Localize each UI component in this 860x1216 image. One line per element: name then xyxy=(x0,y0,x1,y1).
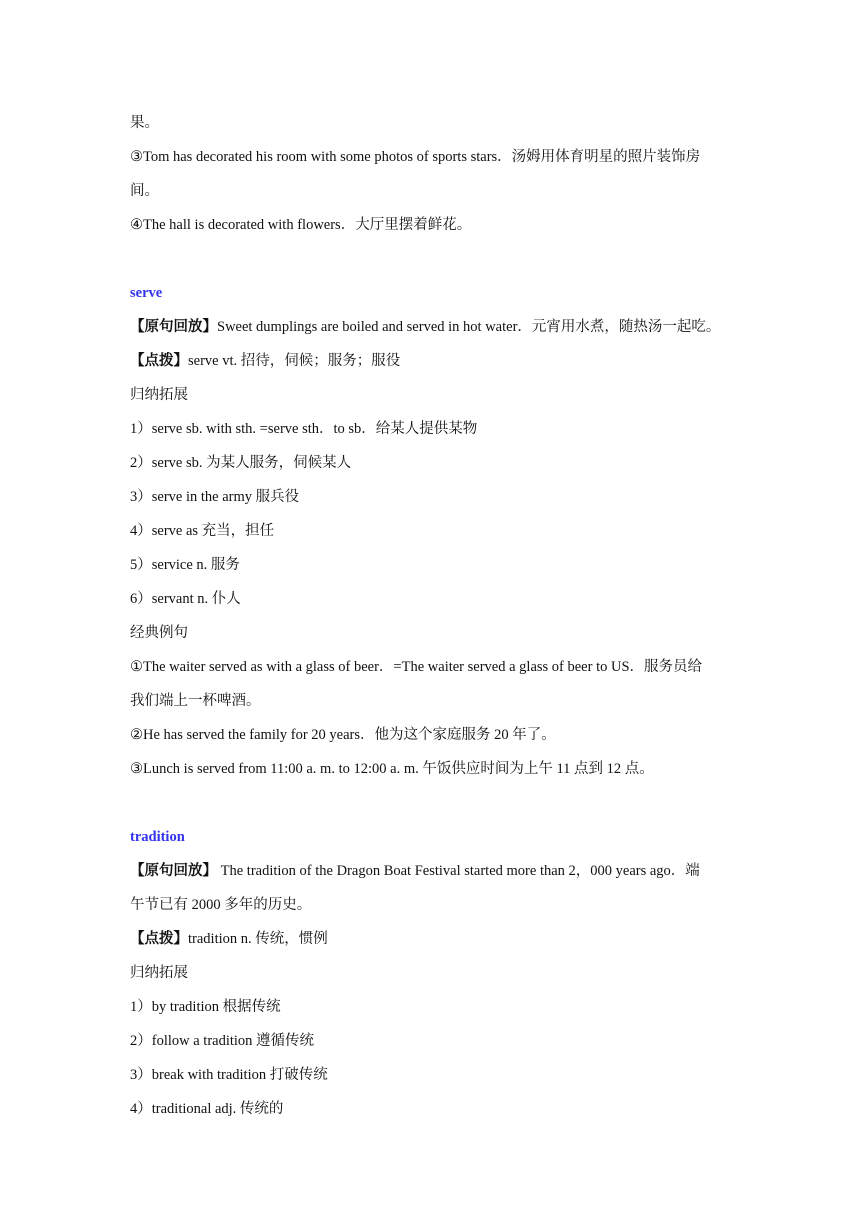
list-item: 2）follow a tradition 遵循传统 xyxy=(130,1033,315,1049)
text-line: 间。 xyxy=(130,183,159,199)
spacer xyxy=(130,786,740,820)
section-heading-serve: serve xyxy=(130,285,163,301)
document-page xyxy=(130,106,740,1126)
list-item: 2）serve sb. 为某人服务，伺候某人 xyxy=(130,455,352,471)
list-item: 6）servant n. 仆人 xyxy=(130,591,241,607)
example-sentence: 我们端上一杯啤酒。 xyxy=(130,693,261,709)
example-sentence: ③Tom has decorated his room with some photos of sports stars．汤姆用体育明星的照片装饰房 xyxy=(130,149,701,165)
section-heading-tradition: tradition xyxy=(130,829,185,845)
tip-line xyxy=(130,922,740,956)
summary-label: 归纳拓展 xyxy=(130,965,188,981)
tip-text: serve vt. 招待，伺候；服务；服役 xyxy=(188,353,401,369)
original-sentence xyxy=(130,854,740,888)
list-item: 3）serve in the army 服兵役 xyxy=(130,489,300,505)
original-tag: 【原句回放】 xyxy=(130,319,217,335)
examples-label: 经典例句 xyxy=(130,625,188,641)
example-sentence: ①The waiter served as with a glass of beer．=The waiter served a glass of beer to US．服务员给 xyxy=(130,659,703,675)
tip-tag: 【点拨】 xyxy=(130,353,188,369)
list-item: 3）break with tradition 打破传统 xyxy=(130,1067,328,1083)
example-sentence: ④The hall is decorated with flowers．大厅里摆着鲜花。 xyxy=(130,217,472,233)
original-text: The tradition of the Dragon Boat Festival started more than 2，000 years ago．端 xyxy=(217,863,700,879)
spacer xyxy=(130,242,740,276)
list-item: 1）by tradition 根据传统 xyxy=(130,999,281,1015)
tip-tag: 【点拨】 xyxy=(130,931,188,947)
original-sentence xyxy=(130,310,740,344)
list-item: 5）service n. 服务 xyxy=(130,557,240,573)
tip-text: tradition n. 传统，惯例 xyxy=(188,931,328,947)
list-item: 4）traditional adj. 传统的 xyxy=(130,1101,284,1117)
list-item: 4）serve as 充当，担任 xyxy=(130,523,275,539)
original-text: Sweet dumplings are boiled and served in hot water．元宵用水煮，随热汤一起吃。 xyxy=(217,319,721,335)
example-sentence: ③Lunch is served from 11:00 a. m. to 12:00 a. m. 午饭供应时间为上午 11 点到 12 点。 xyxy=(130,761,654,777)
example-sentence: ②He has served the family for 20 years．他为这个家庭服务 20 年了。 xyxy=(130,727,556,743)
tip-line xyxy=(130,344,740,378)
list-item: 1）serve sb. with sth. =serve sth．to sb．给某人提供某物 xyxy=(130,421,478,437)
text-line: 果。 xyxy=(130,115,159,131)
summary-label: 归纳拓展 xyxy=(130,387,188,403)
original-tag: 【原句回放】 xyxy=(130,863,217,879)
original-sentence-cont: 午节已有 2000 多年的历史。 xyxy=(130,897,312,913)
